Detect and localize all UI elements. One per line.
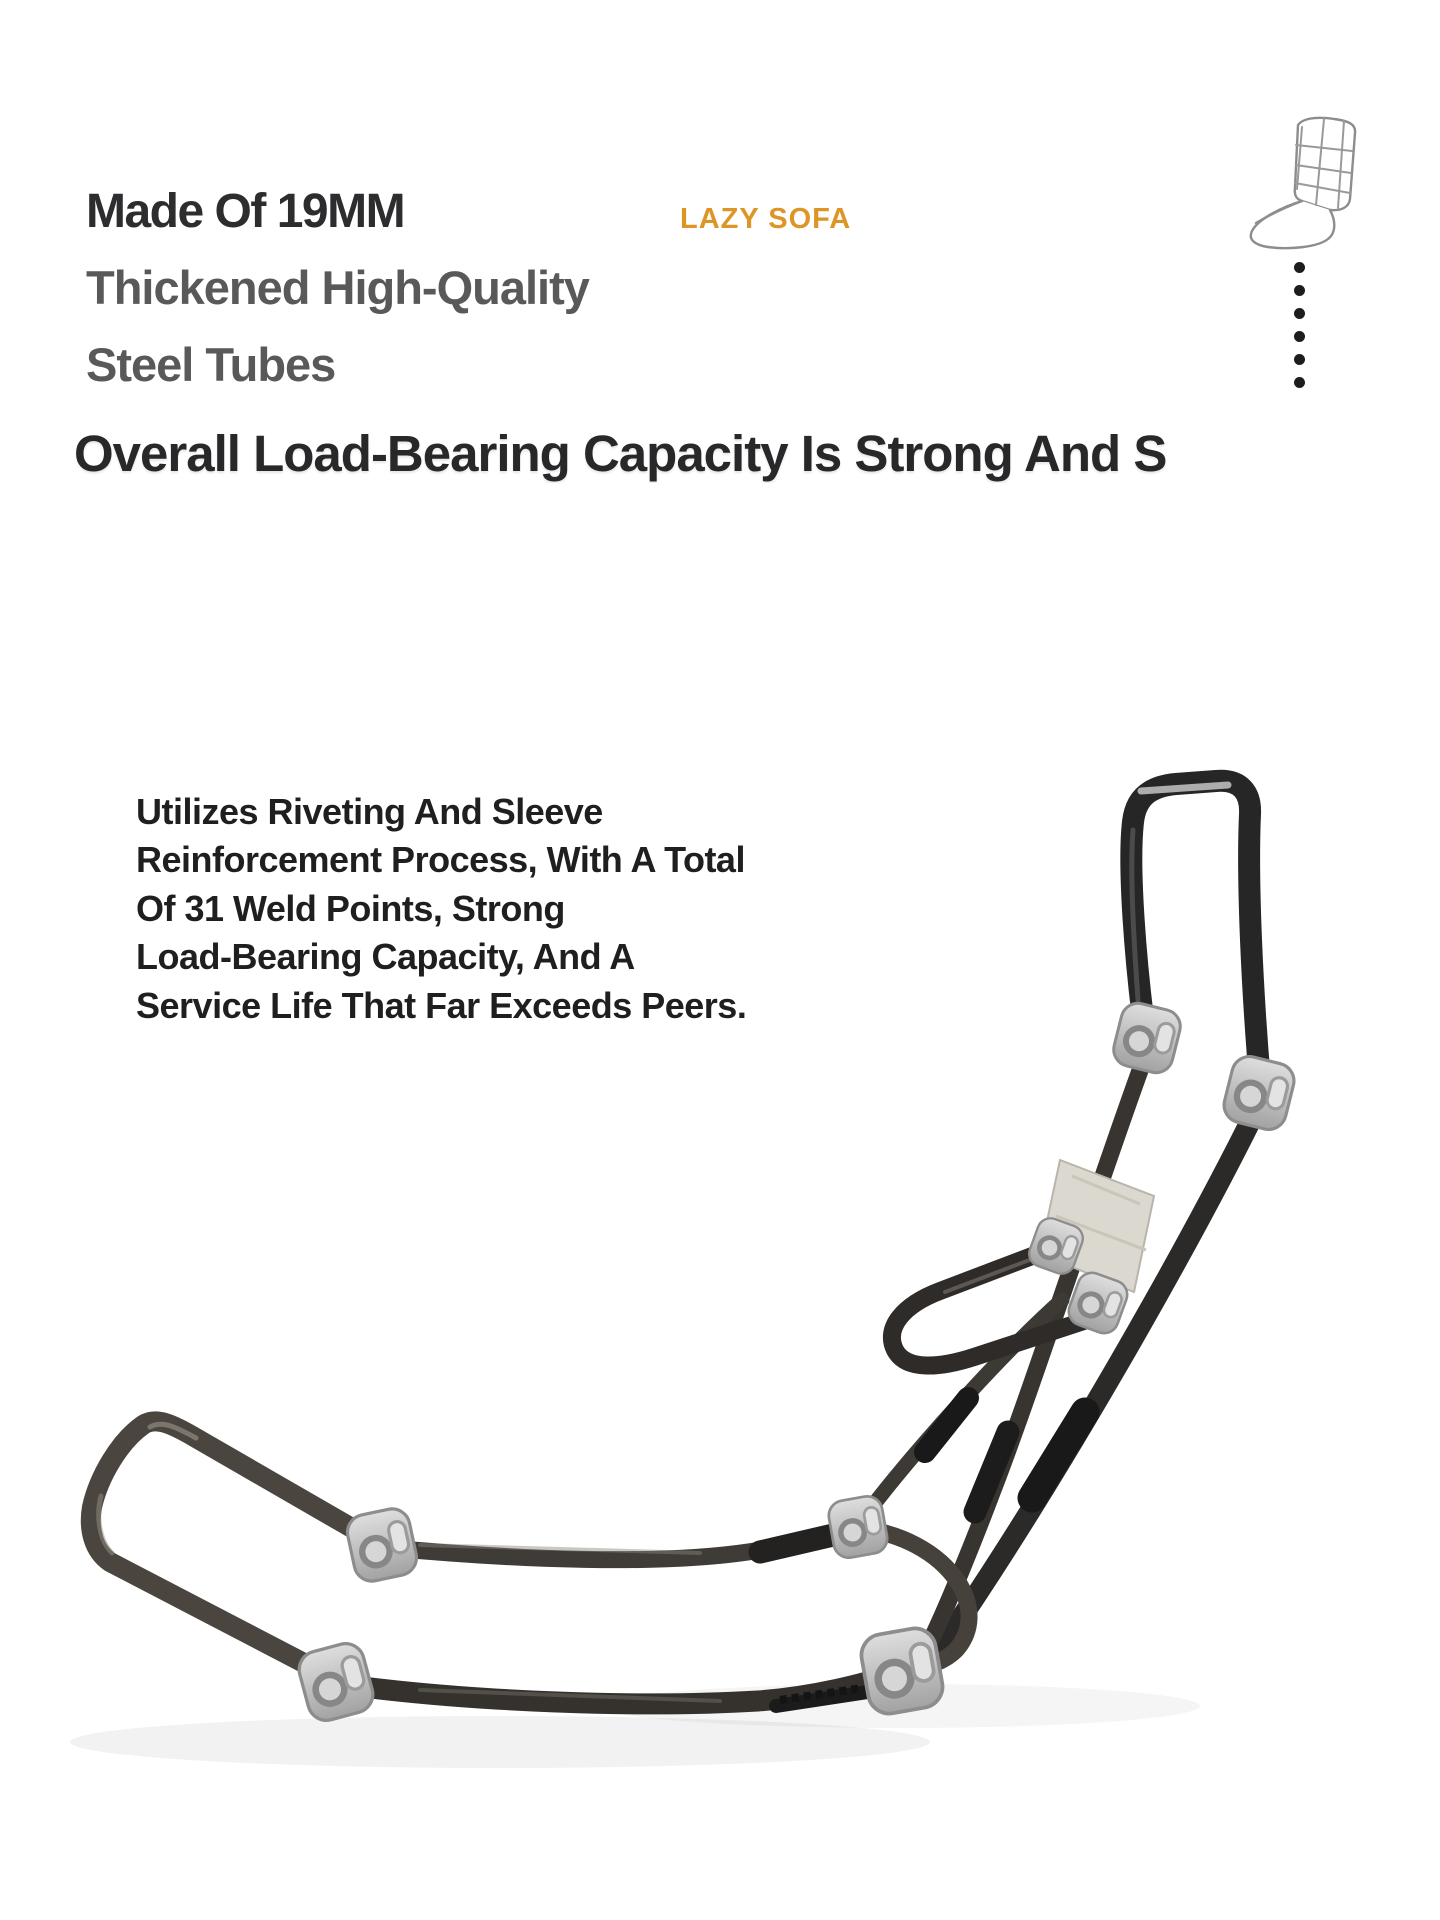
paragraph-line: Utilizes Riveting And Sleeve bbox=[136, 791, 603, 832]
paragraph-line: Reinforcement Process, With A Total bbox=[136, 839, 745, 881]
paragraph-line: Load-Bearing Capacity, And A bbox=[136, 936, 635, 978]
headline-clipped: Overall Load-Bearing Capacity Is Strong And S bbox=[74, 425, 1167, 482]
paragraph-line: Service Life That Far Exceeds Peers. bbox=[136, 984, 747, 1026]
brand-label: LAZY SOFA bbox=[680, 203, 852, 235]
paragraph-line: Of 31 Weld Points, Strong bbox=[136, 887, 565, 929]
page-title: Made Of 19MM bbox=[86, 185, 405, 238]
subtitle-line-1: Thickened High-Quality bbox=[86, 261, 589, 314]
subtitle-line-2: Steel Tubes bbox=[86, 338, 336, 391]
